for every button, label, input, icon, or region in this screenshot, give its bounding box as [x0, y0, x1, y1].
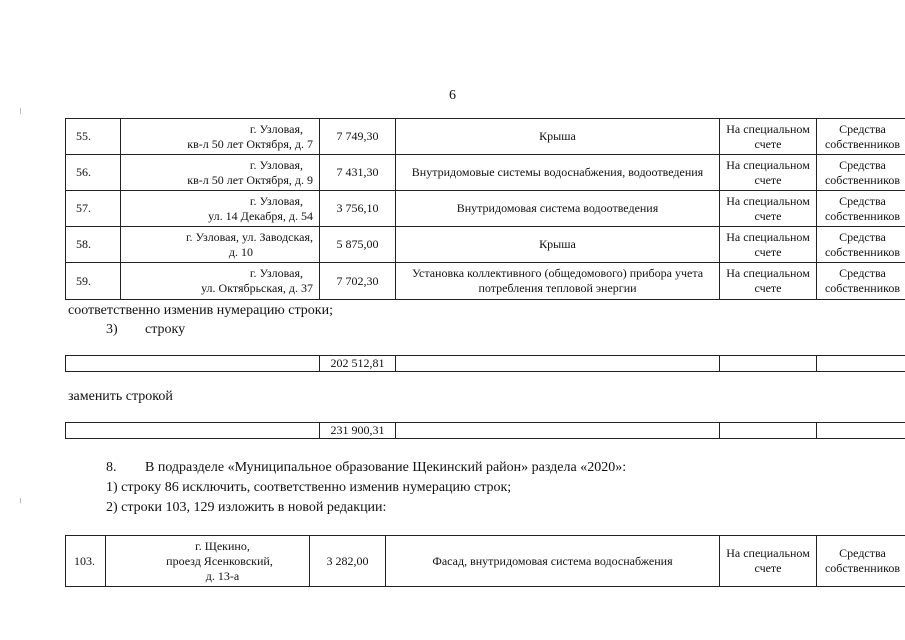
account-cell: На специальном счете [720, 227, 817, 263]
address-line: г. Узловая, ул. Заводская, [185, 229, 313, 244]
sum-cell: 7 749,30 [320, 119, 396, 155]
scan-margin-mark [20, 498, 21, 503]
account-cell: На специальном счете [720, 191, 817, 227]
address-line: г. Узловая, [249, 193, 303, 208]
address-line: г. Узловая, [249, 157, 303, 172]
table-row [66, 119, 905, 155]
table-row [66, 155, 905, 191]
total-row-old [65, 355, 905, 372]
paragraph-text: заменить строкой [68, 389, 173, 404]
sum-cell: 5 875,00 [320, 227, 396, 263]
table-row [66, 536, 905, 587]
row-number: 59. [66, 263, 121, 300]
address-line: кв-л 50 лет Октября, д. 9 [187, 172, 313, 187]
table-row [66, 356, 905, 372]
address-cell [121, 191, 320, 227]
table-row [66, 191, 905, 227]
table-row [66, 227, 905, 263]
sum-cell: 231 900,31 [320, 423, 396, 439]
paragraph-text: строку [145, 322, 186, 337]
address-cell [106, 536, 310, 587]
account-cell: На специальном счете [720, 536, 817, 587]
address-line: г. Узловая, [249, 266, 303, 280]
empty-cell [720, 423, 817, 439]
address-cell [121, 227, 320, 263]
work-type-cell: Внутридомовые системы водоснабжения, водоотведения [396, 155, 720, 191]
row-number: 56. [66, 155, 121, 191]
objects-table [65, 118, 905, 300]
address-line: д. 13-а [205, 568, 240, 583]
row-number: 103. [66, 536, 106, 587]
address-line: д. 10 [228, 244, 253, 259]
funding-source-cell: Средства собственников [817, 536, 905, 587]
address-cell [121, 263, 320, 300]
work-type-cell: Крыша [396, 119, 720, 155]
address-cell [121, 155, 320, 191]
total-row-new [65, 422, 905, 439]
funding-source-cell: Средства собственников [817, 227, 905, 263]
account-cell: На специальном счете [720, 155, 817, 191]
address-line: ул. 14 Декабря, д. 54 [208, 208, 313, 223]
funding-source-cell: Средства собственников [817, 119, 905, 155]
funding-source-cell: Средства собственников [817, 191, 905, 227]
address-line: ул. Октябрьская, д. 37 [201, 281, 313, 295]
sum-cell: 3 282,00 [310, 536, 386, 587]
sum-cell: 202 512,81 [320, 356, 396, 372]
empty-cell [396, 423, 720, 439]
sum-cell: 3 756,10 [320, 191, 396, 227]
paragraph-text: 2) строки 103, 129 изложить в новой редакции: [106, 500, 387, 515]
row-number: 57. [66, 191, 121, 227]
funding-source-cell: Средства собственников [817, 155, 905, 191]
row-number: 58. [66, 227, 121, 263]
empty-cell [66, 423, 320, 439]
row-103-table [65, 535, 905, 587]
funding-source-cell: Средства собственников [817, 263, 905, 300]
work-type-cell: Крыша [396, 227, 720, 263]
sum-cell: 7 431,30 [320, 155, 396, 191]
empty-cell [720, 356, 817, 372]
account-cell: На специальном счете [720, 263, 817, 300]
table-row [66, 263, 905, 300]
table-row [66, 423, 905, 439]
empty-cell [817, 356, 905, 372]
account-cell: На специальном счете [720, 119, 817, 155]
row-number: 55. [66, 119, 121, 155]
paragraph-text: соответственно изменив нумерацию строки; [68, 303, 333, 318]
work-type-cell: Внутридомовая система водоотведения [396, 191, 720, 227]
sum-cell: 7 702,30 [320, 263, 396, 300]
empty-cell [396, 356, 720, 372]
address-line: кв-л 50 лет Октября, д. 7 [187, 136, 313, 151]
work-type-cell: Установка коллективного (общедомового) прибора учета потребления тепловой энергии [396, 263, 720, 300]
work-type-cell: Фасад, внутридомовая система водоснабжения [386, 536, 720, 587]
paragraph-text: 1) строку 86 исключить, соответственно изменив нумерацию строк; [106, 480, 512, 495]
paragraph-text: В подразделе «Муниципальное образование Щекинский район» раздела «2020»: [145, 460, 627, 475]
list-number: 3) [106, 322, 118, 337]
address-line: г. Узловая, [249, 121, 303, 136]
empty-cell [66, 356, 320, 372]
page-number: 6 [449, 88, 456, 103]
address-line: проезд Ясенковский, [166, 553, 273, 568]
scan-margin-mark [20, 108, 21, 114]
list-number: 8. [106, 460, 117, 475]
address-line: г. Щекино, [195, 538, 250, 553]
address-cell [121, 119, 320, 155]
empty-cell [817, 423, 905, 439]
